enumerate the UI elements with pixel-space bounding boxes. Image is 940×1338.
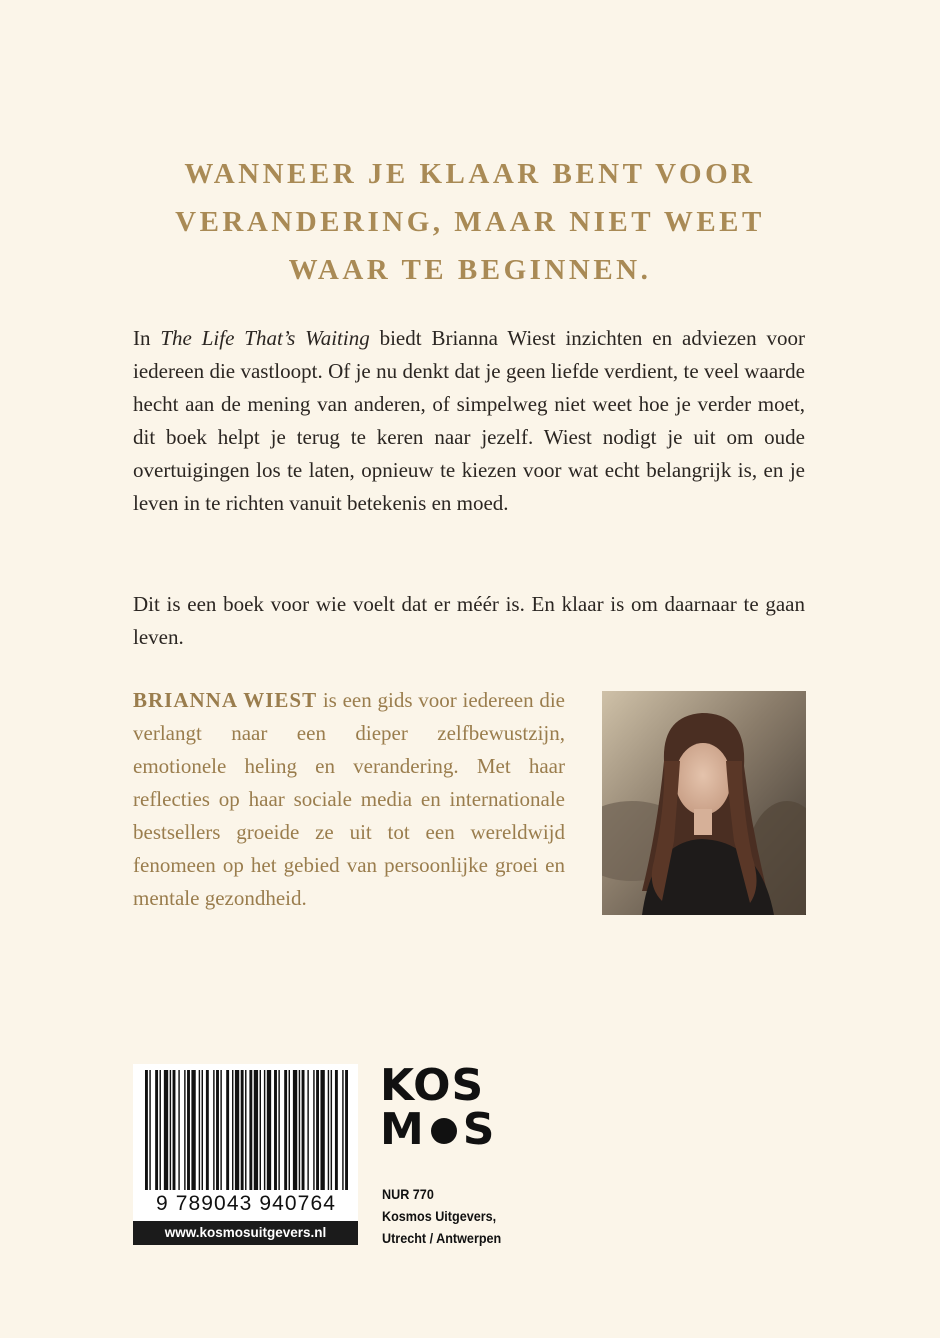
barcode-bars xyxy=(133,1064,358,1192)
author-name: BRIANNA WIEST xyxy=(133,688,318,712)
logo-dot-icon xyxy=(431,1118,457,1144)
description-paragraph-1 xyxy=(133,322,805,520)
publisher-url: www.kosmosuitgevers.nl xyxy=(133,1221,358,1245)
logo-letter-m: M xyxy=(380,1104,425,1155)
logo-line-2 xyxy=(380,1104,496,1155)
tagline-line-2: VERANDERING, MAAR NIET WEET xyxy=(175,206,765,238)
tagline-line-1: WANNEER JE KLAAR BENT VOOR xyxy=(184,158,756,190)
author-photo xyxy=(602,691,806,915)
author-bio xyxy=(133,684,565,915)
description-body: biedt Brianna Wiest inzichten en adviezen voor iedereen die vastloopt. Of je nu denkt dat je geen liefde verdient, te veel waarde hecht aan de mening van anderen, of simpelweg niet weet hoe je verder moet, dit boek helpt je terug te keren naar jezelf. Wiest nodigt je uit om oude overtuigingen los te laten, opnieuw te kiezen voor wat echt belangrijk is, en je leven in te richten vanuit betekenis en moed. xyxy=(133,326,805,515)
logo-letter-s: S xyxy=(462,1104,496,1155)
book-title: The Life That’s Waiting xyxy=(160,326,370,350)
description-paragraph-2: Dit is een boek voor wie voelt dat er méér is. En klaar is om daarnaar te gaan leven. xyxy=(133,592,805,649)
description-prefix: In xyxy=(133,326,161,350)
publisher-logo xyxy=(380,1060,496,1155)
logo-line-1: KOS xyxy=(380,1060,485,1111)
publisher-name: Kosmos Uitgevers, xyxy=(382,1208,497,1224)
barcode xyxy=(133,1064,358,1245)
author-bio-text: is een gids voor iedereen die verlangt naar een dieper zelfbewustzijn, emotionele heling en verandering. Met haar reflecties op haar sociale media en internationale bestsellers groeide ze uit tot een wereldwijd fenomeen op het gebied van persoonlijke groei en mentale gezondheid. xyxy=(133,688,565,910)
cover-tagline xyxy=(0,150,940,294)
imprint-info xyxy=(382,1183,501,1249)
nur-code: NUR 770 xyxy=(382,1186,434,1202)
publisher-location: Utrecht / Antwerpen xyxy=(382,1230,502,1246)
tagline-line-3: WAAR TE BEGINNEN. xyxy=(288,254,652,286)
isbn-digits: 9 789043 940764 xyxy=(140,1192,352,1216)
